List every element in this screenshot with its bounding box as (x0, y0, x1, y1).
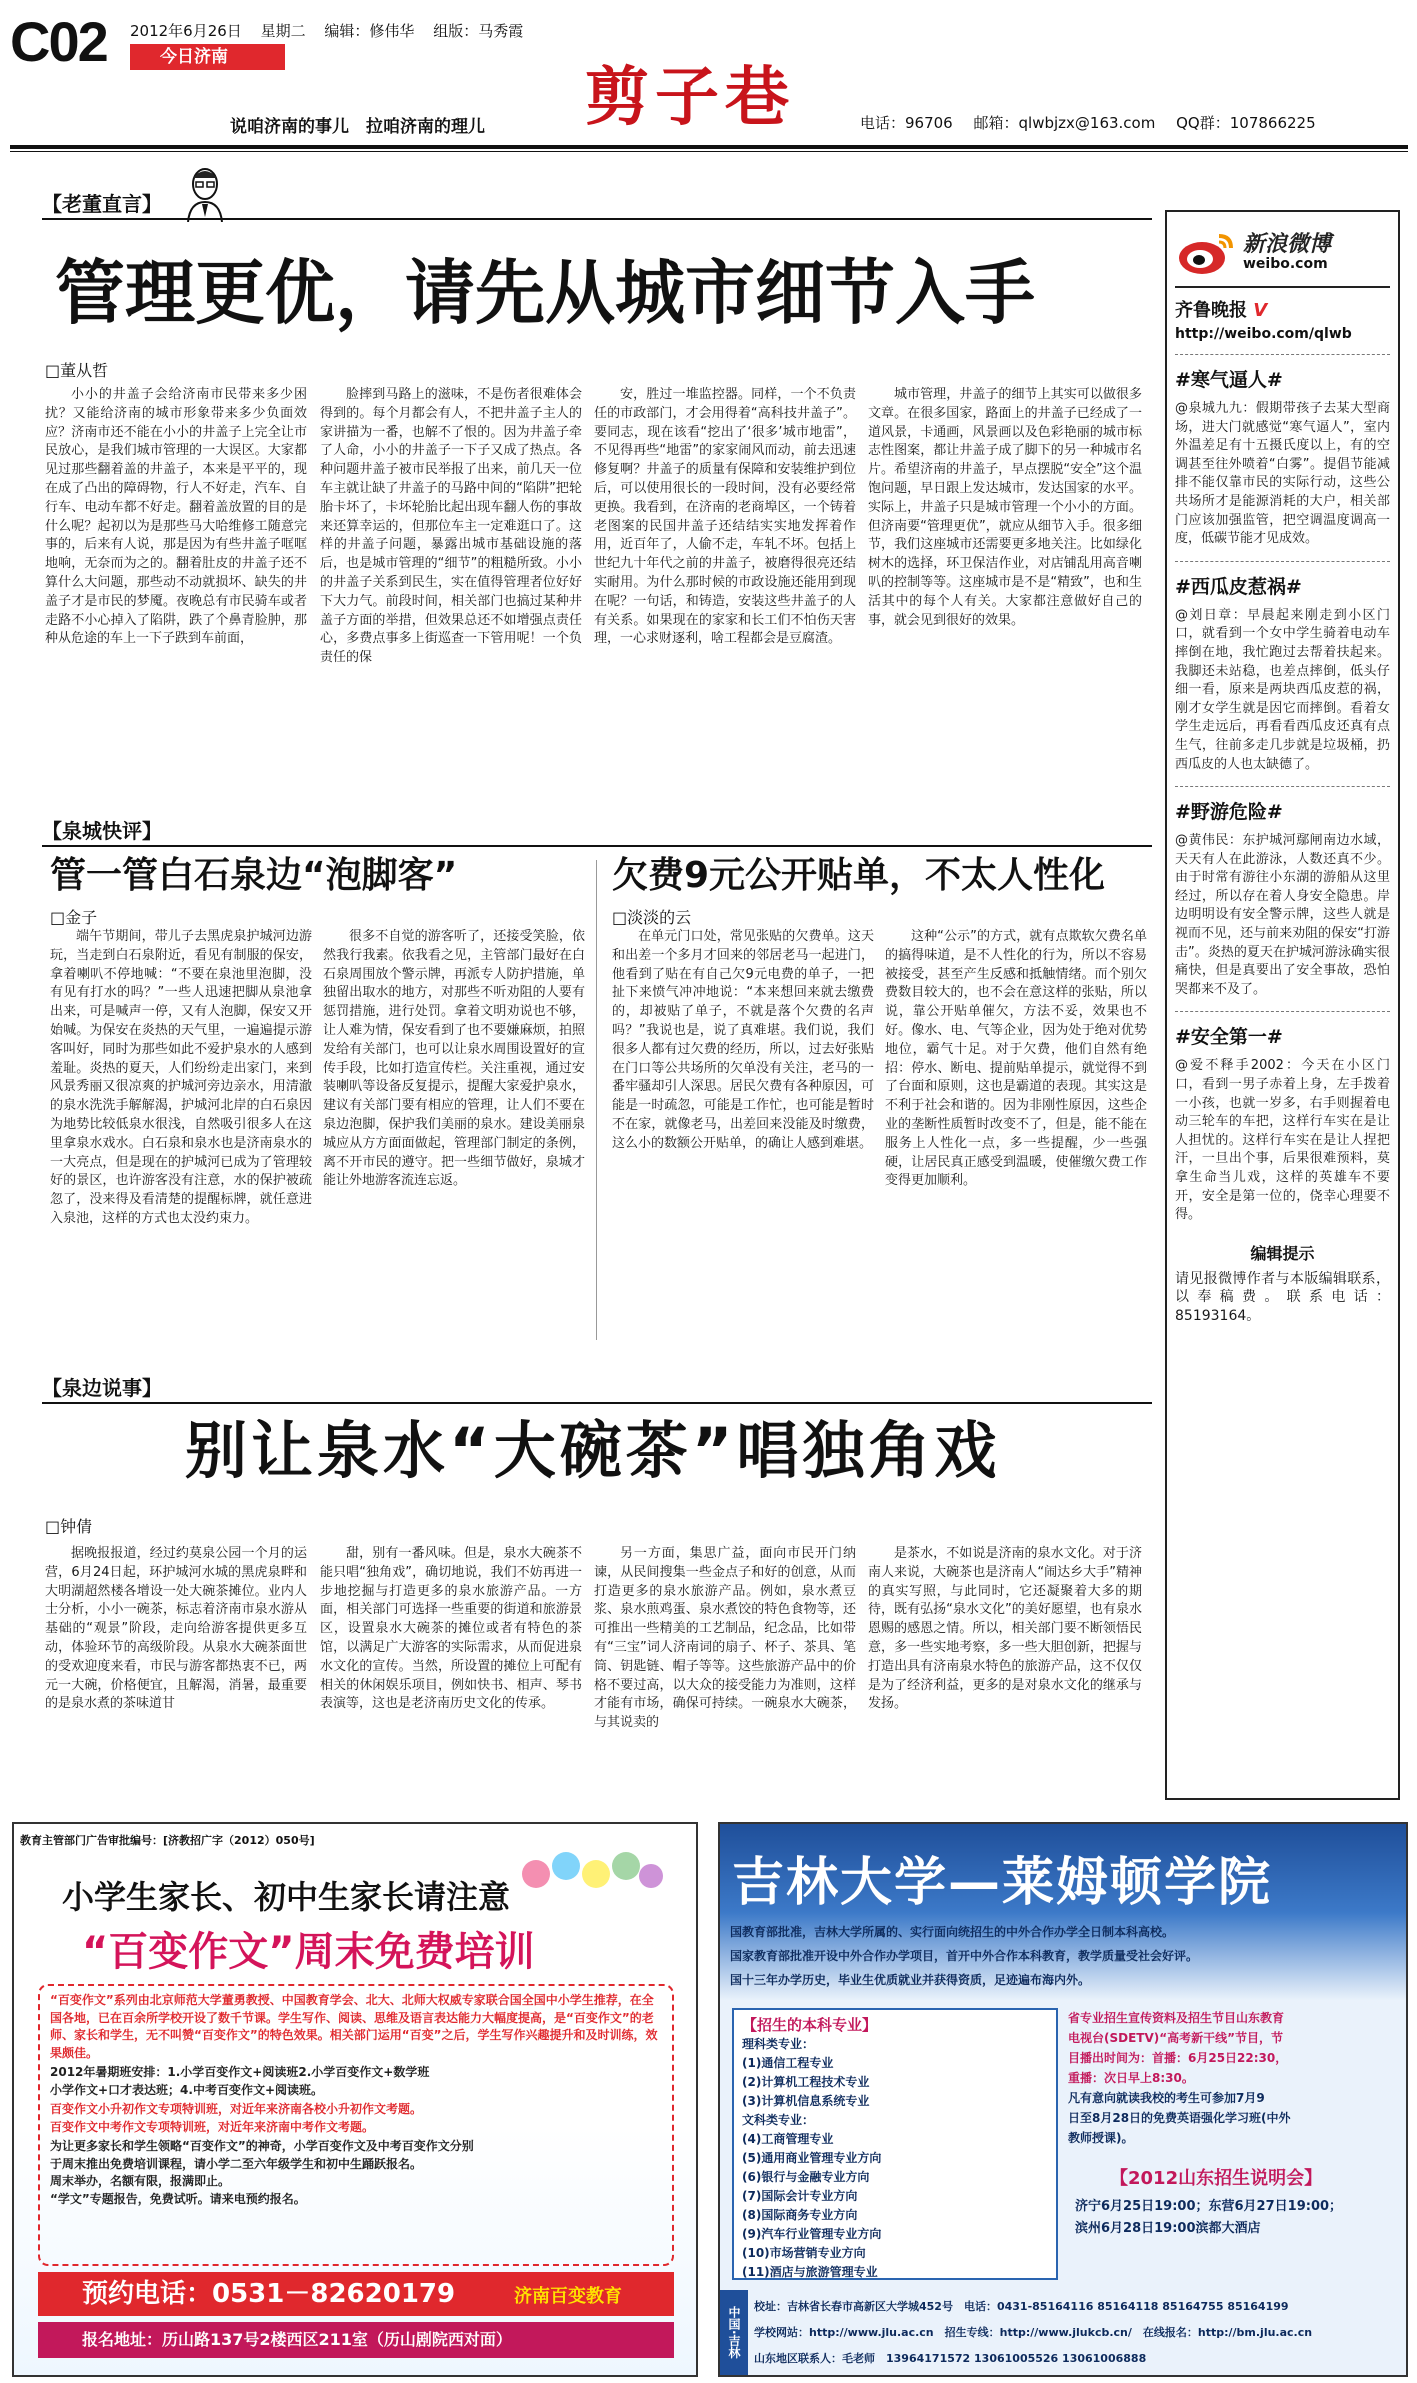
ad-right-contact2: 学校网站：http://www.jlu.ac.cn 招生专线：http://www.jlukcb.cn/ 在线报名：http://bm.jlu.ac.cn (754, 2326, 1313, 2339)
weibo-account-name: 齐鲁晚报 (1175, 300, 1247, 321)
ad-right-intro3: 国十三年办学历史，毕业生优质就业并获得资质，足迹遍布海内外。 (730, 1973, 1091, 1987)
quickcomment-rule (42, 845, 1152, 847)
ad-right-contact1: 校址：吉林省长春市高新区大学城452号 电话：0431-85164116 85164118 85164755 85164199 (754, 2300, 1289, 2313)
ad-left-free2: 百变作文中考作文专项特训班，对近年来济南中考作文考题。 (50, 2119, 375, 2134)
contact-phone: 电话：96706 (860, 114, 953, 132)
issue-weekday: 星期二 (260, 22, 306, 40)
major-5: (5)通用商业管理专业方向 (742, 2151, 882, 2165)
article1-col-1: 小小的井盖子会给济南市民带来多少困扰？又能给济南的城市形象带来多少负面效应？济南市还不能在小小的井盖子上完全让市民放心，是我们城市管理的一大误区。大家都见过那些翻着盖的井盖子，本来是平平的，现在成了凸出的障碍物，行人不好走，汽车、自行车、电动车都不好走。翻着盖放置的目的是什么呢？起初以为是那些马大哈维修工随意完事的，后来有人说，那是因为有些井盖子哐哐地响，无奈而为之的。翻着肚皮的井盖子还不算什么大问题，那些动不动就损坏、缺失的井盖子才是市民的梦魇。夜晚总有市民骑车或者走路不小心掉入了陷阱，跌了个鼻青脸肿，那种从危途的车上一下子跌到车前面， (45, 387, 307, 647)
ad-left-invite4: “学文”专题报告，免费试听。请来电预约报名。 (50, 2191, 306, 2206)
article1-rule (42, 218, 1152, 220)
qc-left-title: 管一管白石泉边“泡脚客” (50, 855, 458, 896)
ad-left-address: 报名地址：历山路137号2楼西区211室（历山剧院西对面） (38, 2322, 674, 2358)
ad-right-fair1: 济宁6月25日19:00；东营6月27日19:00； (1075, 2199, 1343, 2214)
article3-col-1: 据晚报报道，经过约莫泉公园一个月的运营，6月24日起，环护城河水城的黑虎泉畔和大明湖超然楼各增设一处大碗茶摊位。业内人士分析，小小一碗茶，标志着济南市泉水游从基础的“观景”阶段，走向给游客提供更多互动，体验环节的高级阶段。从泉水大碗茶面世的受欢迎度来看，市民与游客都热衷不已，两元一大碗，价格便宜，且解渴，消暑，最重要的是泉水煮的茶味道甘 (45, 1546, 307, 1712)
editor-note-text: 请见报微博作者与本版编辑联系，以奉稿费。联系电话：85193164。 (1175, 1270, 1390, 1324)
major-10: (10)市场营销专业方向 (742, 2246, 866, 2260)
weibo-brand-url: weibo.com (1243, 256, 1328, 272)
article3-col-4: 是茶水，不如说是济南的泉水文化。对于济南人来说，大碗茶也是济南人“闹达乡大手”精神的真实写照，与此同时，它还凝聚着大多的期待，既有弘扬“泉水文化”的美好愿望，也有泉水恩赐的感恩之情。所以，相关部门要不断领悟民意，多一些实地考察，多一些大胆创新，把握与打造出具有济南泉水特色的旅游产品，这不仅仅是为了经济利益，更多的是对泉水文化的继承与发扬。 (868, 1546, 1142, 1712)
ad-right-tv6: 日至8月28日的免费英语强化学习班(中外 (1068, 2111, 1291, 2125)
weibo-logo (1175, 220, 1390, 288)
side-topic-4: #安全第一# (1175, 1026, 1283, 1049)
ad-left-approval: 教育主管部门广告审批编号：[济教招广字（2012）050号] (20, 1834, 315, 1847)
article1-col-4: 城市管理，井盖子的细节上其实可以做很多文章。在很多国家，路面上的井盖子已经成了一道风景，卡通画，风景画以及色彩艳丽的城市标志性图案，都让井盖子成了脚下的另一种城市名片。希望济南的井盖子，早点摆脱“安全”这个温饱问题，早日跟上发达城市，发达国家的水平。实际上，井盖子只是城市管理一个小小的方面。但济南要“管理更优”，就应从细节入手。很多细节，我们这座城市还需要更多地关注。比如绿化树木的选择，环卫保洁作业，对店铺乱用高音喇叭的控制等等。这座城市是不是“精致”，也和生活其中的每个人有关。大家都注意做好自己的事，就会见到很好的效果。 (868, 387, 1142, 628)
major-6: (6)银行与金融专业方向 (742, 2170, 870, 2184)
major-3: (3)计算机信息系统专业 (742, 2094, 870, 2108)
article3-col-2: 甜，别有一番风味。但是，泉水大碗茶不能只唱“独角戏”，确切地说，我们不妨再进一步地挖掘与打造更多的泉水旅游产品。一方面，相关部门可选择一些重要的街道和旅游景区，设置泉水大碗茶的摊位或者有特色的茶馆，以满足广大游客的实际需求，从而促进泉水文化的宣传。当然，所设置的摊位上可配有相关的休闲娱乐项目，例如快书、相声、琴书表演等，这也是老济南历史文化的传承。 (320, 1546, 582, 1712)
ad-right-tv1: 省专业招生宣传资料及招生节目山东教育 (1068, 2011, 1285, 2025)
ad-right-contact (754, 2294, 1400, 2372)
ad-right-tv7: 教师授课)。 (1068, 2131, 1134, 2145)
ad-right-tv2: 电视台(SDETV)“高考新干线”节目，节 (1068, 2031, 1284, 2045)
major-8: (8)国际商务专业方向 (742, 2208, 858, 2222)
ad-left-invite1: 为让更多家长和学生领略“百变作文”的神奇，小学百变作文及中考百变作文分别 (50, 2139, 474, 2153)
ad-right-majors-title: 【招生的本科专业】 (742, 2016, 878, 2034)
side-topic-1: #寒气逼人# (1175, 369, 1283, 391)
side-separator (1175, 561, 1390, 562)
side-separator (1175, 786, 1390, 787)
header-rule (10, 145, 1408, 149)
ad-left-school: 济南百变教育 (514, 2286, 622, 2307)
ad-right-fair2: 滨州6月28日19:00滨都大酒店 (1075, 2221, 1261, 2236)
ad-left-phone: 预约电话：0531－82620179 (38, 2272, 674, 2316)
article3-col-3: 另一方面，集思广益，面向市民开门纳谏，从民间搜集一些金点子和好的创意，从而打造更多的泉水旅游产品。例如，泉水煮豆浆、泉水煎鸡蛋、泉水煮饺的特色食物等，还可推出一些精美的工艺制品，纪念品，比如带有“三宝”词人济南词的扇子、杯子、茶具、笔筒、钥匙链、帽子等等。这些旅游产品中的价格不要过高，以大众的接受能力为准则，这样才能有市场，确保可持续。一碗泉水大碗茶，与其说卖的 (594, 1546, 856, 1731)
ad-left-line1: 小学生家长、初中生家长请注意 (62, 1878, 511, 1916)
article1-author: □董从哲 (45, 361, 109, 380)
article1-title: 管理更优，请先从城市细节入手 (55, 252, 1035, 334)
issue-date: 2012年6月26日 (130, 22, 242, 40)
ad-right-intro (730, 1920, 1396, 1992)
ad-right-tv3: 目播出时间为：首播：6月25日22:30， (1068, 2051, 1288, 2065)
article3-author: □钟倩 (45, 1517, 93, 1536)
ad-right-majors-box (732, 2008, 1058, 2280)
qc-divider (596, 860, 597, 1340)
ad-left-free1: 百变作文小升初作文专项特训班，对近年来济南各校小升初作文考题。 (50, 2102, 423, 2116)
major-1: (1)通信工程专业 (742, 2056, 834, 2070)
side-post-2: @刘日章：早晨起来刚走到小区门口，就看到一个女中学生骑着电动车摔倒在地，我忙跑过去帮着扶起来。我脚还未站稳，也差点摔倒，低头仔细一看，原来是两块西瓜皮惹的祸，刚才女学生就是因它而摔倒。看着女学生走远后，再看看西瓜皮还真有点生气，往前多走几步就是垃圾桶，扔西瓜皮的人也太缺德了。 (1175, 607, 1390, 772)
ad-essay-training (12, 1822, 698, 2377)
article3-title: 别让泉水“大碗茶”唱独角戏 (185, 1414, 1001, 1487)
ad-right-contact3: 山东地区联系人：毛老师 13964171572 13061005526 13061006888 (754, 2352, 1147, 2365)
qc-left-col-2: 很多不自觉的游客听了，还接受笑脸，依然我行我素。依我看之见，主管部门最好在白石泉周围放个警示牌，再派专人防护措施，单独留出取水的地方，对那些不听劝阻的人要有惩罚措施，进行处罚。拿着文明劝说也不够，让人难为情，保安看到了也不要嫌麻烦，拍照发给有关部门，也可以让泉水周围设置好的宣传手段，比如打造宣传栏。关注重视，通过安装喇叭等设备反复提示，提醒大家爱护泉水，建议有关部门要有相应的管理，让人们不要在泉边泡脚，保护我们美丽的泉水。建设美丽泉城应从方方面面做起，管理部门制定的条例，离不开市民的遵守。把一些细节做好，泉城才能让外地游客流连忘返。 (323, 929, 585, 1189)
quickcomment-tag: 【泉城快评】 (42, 819, 162, 843)
ad-left-body: “百变作文”系列由北京师范大学董勇教授、中国教育学会、北大、北师大权威专家联合国全国中小学生推荐，在全国各地，已在百余所学校开设了数千节课。学生写作、阅读、思维及语言表达能力大幅度提高，是“百变作文”的老师、家长和学生，无不叫赞“百变作文”的特色效果。相关部门运用“百变”之后，学生写作兴趣提升和及时训练，效果颇佳。 (50, 1993, 658, 2060)
ad-right-arts: 文科类专业： (742, 2113, 815, 2127)
verified-icon: V (1253, 300, 1268, 321)
ad-right-side-label: 中国·吉林 (720, 2290, 748, 2375)
layout-editor: 组版：马秀霞 (433, 22, 524, 40)
ad-right-title: 吉林大学—莱姆顿学院 (732, 1853, 1273, 1913)
side-separator (1175, 1011, 1390, 1012)
ad-left-body-box (38, 1984, 674, 2266)
qc-right-col-2: 这种“公示”的方式，就有点欺软欠费名单的搞得味道，是不人性化的行为，所以不容易被接受，甚至产生反感和抵触情绪。而个别欠费数目较大的，也不会在意这样的张贴，所以说，靠公开贴单催欠，方法不妥，效果也不好。像水、电、气等企业，因为处于绝对优势地位，霸气十足。对于欠费，他们自然有绝招：停水、断电、提前贴单提示，就觉得不到了台面和原则，这也是霸道的表现。其实这是不利于社会和谐的。因为非刚性原因，这些企业的垄断性质暂时改变不了，但是，能不能在服务上人性化一点，多一些提醒，少一些强硬，让居民真正感受到温暖，使催缴欠费工作变得更加顺利。 (885, 929, 1147, 1189)
major-11: (11)酒店与旅游管理专业 (742, 2265, 878, 2279)
ad-left-line2: “百变作文”周末免费培训 (82, 1929, 535, 1975)
weibo-sidebar (1165, 210, 1400, 1800)
editor-note-title: 编辑提示 (1250, 1243, 1315, 1263)
weibo-account (1175, 296, 1390, 322)
article3-tag: 【泉边说事】 (42, 1376, 162, 1400)
ad-right-intro1: 国教育部批准，吉林大学所属的、实行面向统招生的中外合作办学全日制本科高校。 (730, 1925, 1175, 1939)
contact-email: 邮箱：qlwbjzx@163.com (973, 114, 1156, 132)
major-4: (4)工商管理专业 (742, 2132, 834, 2146)
ad-left-invite2: 于周末推出免费培训课程，请小学二至六年级学生和初中生踊跃报名。 (50, 2156, 423, 2171)
ad-right-tv (1068, 2008, 1394, 2148)
weibo-brand: 新浪微博 (1243, 232, 1332, 257)
major-9: (9)汽车行业管理专业方向 (742, 2227, 882, 2241)
ad-right-intro2: 国家教育部批准开设中外合作办学项目，首开中外合作本科教育，教学质量受社会好评。 (730, 1949, 1199, 1963)
balloons-icon (516, 1844, 666, 1904)
ad-right-science: 理科类专业： (742, 2037, 815, 2051)
qc-right-col-1: 在单元门口处，常见张贴的欠费单。这天和出差一个多月才回来的邻居老马一起进门，他看到了贴在有自己欠9元电费的单子，一把扯下来愤气冲冲地说：“本来想回来就去缴费的，却被贴了单子，不就是落个欠费的名声吗？”我说也是，说了真难堪。我们说，我们很多人都有过欠费的经历，所以，过去好张贴在门口等公共场所的欠单没有关注，老马的一番牢骚却引人深思。居民欠费有各种原因，可能是一时疏忽，可能是工作忙，也可能是暂时不在家，就像老马，出差回来没能及时缴费，这么小的数额公开贴单，的确让人感到难堪。 (612, 929, 874, 1151)
ad-right-tv4: 重播：次日早上8:30。 (1068, 2071, 1194, 2085)
contact-qq: QQ群：107866225 (1176, 114, 1316, 132)
side-separator (1175, 354, 1390, 355)
ad-left-invite3: 周末举办，名额有限，报满即止。 (50, 2174, 231, 2188)
qc-right-title: 欠费9元公开贴单，不太人性化 (612, 855, 1106, 896)
qc-left-author: □金子 (50, 908, 98, 927)
qc-right-author: □淡淡的云 (612, 908, 692, 927)
side-post-1: @泉城九九：假期带孩子去某大型商场，进大门就感觉“寒气逼人”，室内外温差足有十五摄氏度以上，有的空调甚至往外喷着“白雾”。提倡节能减排不能仅靠市民的实际行动，这些公共场所才是能源消耗的大户，相关部门应该加强监管，把空调温度调高一度，低碳节能才见成效。 (1175, 401, 1390, 547)
qc-left-col-1: 端午节期间，带儿子去黑虎泉护城河边游玩，当走到白石泉附近，看见有制服的保安，拿着喇叭不停地喊：“不要在泉池里泡脚，没有见有打水的吗？”一些人迅速把脚从泉池拿出来，可是喊声一停，又有人泡脚，保安又开始喊。为保安在炎热的天气里，一遍遍提示游客叫好，同时为那些如此不爱护泉水的人感到羞耻。炎热的夏天，人们纷纷走出家门，来到风景秀丽又很凉爽的护城河旁边亲水，用清澈的泉水洗洗手解解渴，护城河北岸的白石泉因为地势比较低泉水很浅，自然吸引很多人在这里拿泉水戏水。白石泉和泉水也是济南泉水的一大亮点，但是现在的护城河已成为了管理较好的景区，也许游客没有注意，水的保护被疏忽了，没来得及看清楚的提醒标牌，就任意进入泉池，这样的方式也太没约束力。 (50, 929, 312, 1226)
side-topic-3: #野游危险# (1175, 801, 1283, 824)
article3-rule (42, 1402, 1152, 1404)
weibo-account-url[interactable]: http://weibo.com/qlwb (1175, 326, 1352, 342)
header-rule-thin (10, 151, 1408, 152)
article1-col-3: 安，胜过一堆监控器。同样，一个不负责任的市政部门，才会用得着“高科技井盖子”。要同志，现在该看“挖出了‘很多’城市地雷”，不见得再些“地雷”的家家闹风而动，前去迅速修复啊？井盖子的质量有保障和安装维护到位后，可以使用很长的一段时间，没有必要经常更换。我看到，在济南的老商埠区，一个铸着老图案的民国井盖子还结结实实地发挥着作用，近百年了，人偷不走，车轧不坏。包括上世纪九十年代之前的井盖子，被磨得很亮还结实耐用。为什么那时候的市政设施还能用到现在呢？一句话，和铸造，安装这些井盖子的人有关系。如果现在的家家和长工们不怕伤天害理，一心求财逐利，啥工程都会是豆腐渣。 (594, 387, 856, 647)
author-portrait (180, 162, 230, 222)
contact-bar (860, 112, 1332, 133)
article1-tag: 【老董直言】 (42, 192, 162, 216)
issue-meta (130, 20, 537, 41)
section-tag: 今日济南 (130, 44, 285, 70)
major-7: (7)国际会计专业方向 (742, 2189, 858, 2203)
ad-left-summer2: 小学作文+口才表达班；4.中考百变作文+阅读班。 (50, 2082, 324, 2097)
weibo-eye-icon (1175, 228, 1237, 278)
ad-right-fair-title: 【2012山东招生说明会】 (1110, 2168, 1323, 2189)
column-logo: 剪子巷 (585, 60, 795, 135)
editor: 编辑：修伟华 (324, 22, 415, 40)
ad-jilin-lambton (718, 1822, 1408, 2377)
side-post-4: @爱不释手2002：今天在小区门口，看到一男子赤着上身，左手拨着一小孩，也就一岁多，右手则握着电动三轮车的车把，这样行车实在是让人担忧的。这样行车实在是让人捏把汗，一旦出个事，后果很难预料，莫拿生命当儿戏，这样的英雄车不要开，安全是第一位的，侥幸心理要不得。 (1175, 1058, 1390, 1223)
side-post-3: @黄伟民：东护城河鄢闸南边水域，天天有人在此游泳，人数还真不少。由于时常有游往小东湖的游船从这里经过，所以存在着人身安全隐患。岸边明明设有安全警示牌，这些人就是视而不见，还与前来劝阻的保安“打游击”。炎热的夏天在护城河游泳确实很痛快，但是真要出了安全事故，恐怕哭都来不及了。 (1175, 833, 1390, 997)
article1-col-2: 脸摔到马路上的滋味，不是伤者很难体会得到的。每个月都会有人，不把井盖子主人的家讲描为一番，也解不了恨的。因为井盖子牵了人命，小小的井盖子一下子又成了热点。各种问题井盖子被市民举报了出来，前几天一位车主就让缺了井盖子的马路中间的“陷阱”把轮胎卡坏了，卡坏轮胎比起出现车翻人伤的事故来还算幸运的，但那位车主一定难逛口了。这样的井盖子问题，暴露出城市基础设施的落后，也是城市管理的“细节”的粗糙所致。小小的井盖子关系到民生，实在值得管理者位好好下大力气。前段时间，相关部门也搞过某种井盖子方面的举措，但效果总还不如增强点责任心，多费点事多上街巡查一下管用呢！一个负责任的保 (320, 387, 582, 666)
column-slogan: 说咱济南的事儿 拉咱济南的理儿 (230, 117, 485, 137)
page-number: C02 (10, 10, 107, 73)
ad-right-tv5: 凡有意向就读我校的考生可参加7月9 (1068, 2091, 1265, 2105)
ad-right-fair (1075, 2196, 1342, 2240)
ad-left-summer1: 2012年暑期班安排：1.小学百变作文+阅读班2.小学百变作文+数学班 (50, 2065, 430, 2079)
major-2: (2)计算机工程技术专业 (742, 2075, 870, 2089)
side-topic-2: #西瓜皮惹祸# (1175, 575, 1302, 598)
